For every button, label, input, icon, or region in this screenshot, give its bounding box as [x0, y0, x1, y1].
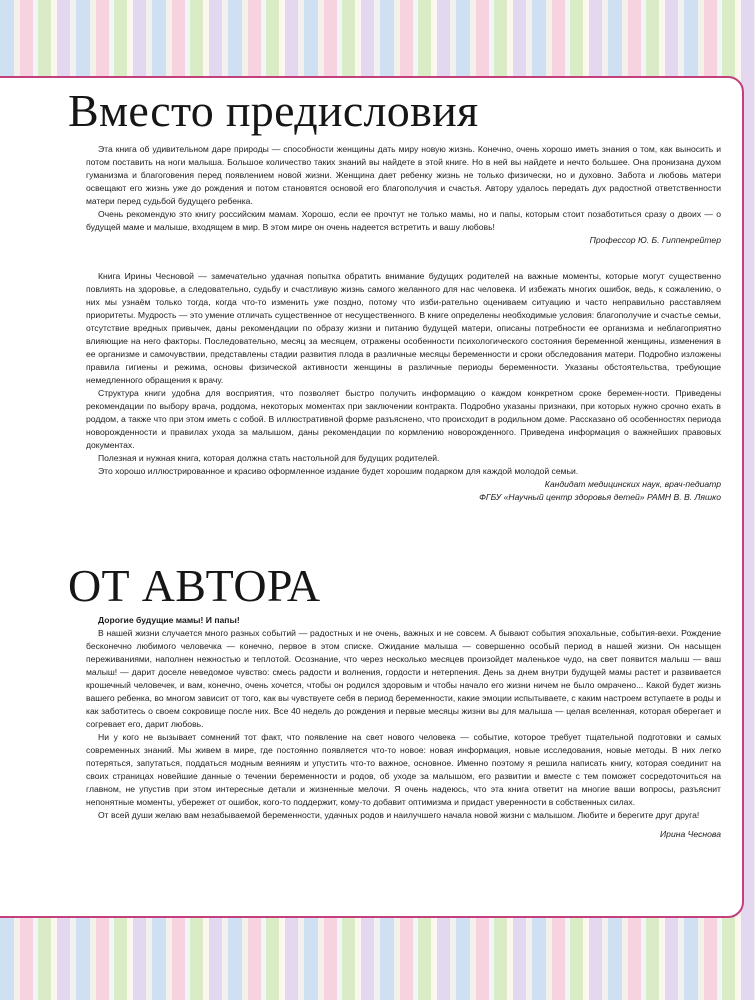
- paragraph: Книга Ирины Чесновой — замечательно удачная попытка обратить внимание будущих родителей на важные моменты, которые могут существенно повлиять на здоровье, а следовательно, судьбу и счастливую жизнь самого желанного для нас человека. И избежать многих ошибок, ведь, к сожалению, о них мы узнаём только тогда, когда что-то изменить уже поздно, потому что изби-рательно оцениваем ситуацию и часто неправильно расставляем приоритеты. Мудрость — это умение отличать существенное от несущественного. В книге определены необходимые условия: благополучие и счастье семьи, отсутствие вредных привычек, даны рекомендации по образу жизни и питанию будущей матери, описаны потребности ее организма и неблагоприятно влияющие на него факторы. Последовательно, месяц за месяцем, отражены особенности психологического состояния беременной женщины, изменения в ее организме и самочувствии, представлены стадии развития плода в различные месяцы беременности и сроки обследования матери. Подробно изложены правила гигиены и режима, основы физической активности женщины в различные периоды беременности. Указаны обстоятельства, требующие немедленного обращения к врачу.: [86, 271, 721, 385]
- author-title: ОТ АВТОРА: [68, 560, 321, 611]
- author-signature: Ирина Чеснова: [660, 829, 721, 839]
- paragraph: Структура книги удобна для восприятия, что позволяет быстро получить информацию о каждом конкретном сроке беремен-ности. Приведены рекомендации по выбору врача, роддома, некоторых моментах при заключении контракта. Подробно указаны признаки, при которых нужно срочно ехать в роддом, а также что при этом иметь с собой. В иллюстративной форме разъяснено, что происходит в родильном доме. Рассказано об особенностях периода новорожденности и правилах ухода за малышом, даны рекомендации по кормлению новорожденного. Приведена информация о важнейших правовых документах.: [86, 388, 721, 450]
- paragraph: Эта книга об удивительном даре природы — способности женщины дать миру новую жизнь. Конечно, очень хорошо иметь знания о том, как выносить и потом поставить на ноги малыша. Большое количество таких знаний вы найдете в этой книге. Но в ней вы найдете и нечто большее. Она пронизана духом гуманизма и благоговения перед появлением новой жизни. Женщина дает ребенку жизнь не только физически, но и духовно. Забота и любовь матери освещают его жизнь уже до рождения и потом становятся основой его благополучия и счастья. Автору удалось передать дух радостной ответственности матери перед судьбой будущего ребенка.: [86, 144, 721, 206]
- gippenreiter-review: [86, 143, 721, 247]
- gippenreiter-signature: Профессор Ю. Б. Гиппенрейтер: [589, 235, 721, 245]
- paragraph: Это хорошо иллюстрированное и красиво оформленное издание будет хорошим подарком для каждой молодой семьи.: [98, 466, 579, 476]
- paragraph: Полезная и нужная книга, которая должна стать настольной для будущих родителей.: [98, 453, 440, 463]
- lyashko-signature-line1: Кандидат медицинских наук, врач-педиатр: [544, 479, 721, 489]
- paragraph: В нашей жизни случается много разных событий — радостных и не очень, важных и не совсем. А бывают события эпохальные, события-вехи. Рождение бесконечно любимого человечка — конечно, первое в этом списке. Ожидание малыша — совершенно особый период в нашей жизни. Он насыщен переживаниями, наполнен нежностью и теплотой. Осознание, что через несколько месяцев произойдет маленькое чудо, на свет появится малыш — ваш малыш! — дарит доселе неведомое чувство: смесь радости и волнения, гордости и нетерпения. День за днем внутри будущей мамы растет и развивается крошечный человечек, и вам, конечно, очень хочется, чтобы он родился здоровым и чтобы начало его жизни ничем не было омрачено... Какой будет жизнь вашего ребенка, во многом зависит от того, как вы чувствуете себя в период беременности, какие эмоции испытываете, с каким настроем вступаете в роды и как заботитесь о своем сокровище после них. Все 40 недель до рождения и первые месяцы жизни вы для малыша — целая вселенная, которая оберегает и согревает его, дарит любовь.: [86, 628, 721, 729]
- foreword-title: Вместо предисловия: [68, 85, 479, 136]
- content-panel: [0, 76, 744, 918]
- paragraph: От всей души желаю вам незабываемой беременности, удачных родов и наилучшего начала новой жизни с малышом. Любите и берегите друг друга!: [98, 810, 700, 820]
- lyashko-review: [86, 270, 721, 504]
- paragraph: Ни у кого не вызывает сомнений тот факт, что появление на свет нового человека — событие, которое требует тщательной подготовки и самых современных знаний. Мы живем в мире, где постоянно появляется что-то новое: новая информация, новые исследования, новые методы. В них легко потеряться, запутаться, поддаться модным веяниям и упустить что-то важное, основное. Именно поэтому я решила написать книгу, которая соединит на своих страницах новейшие данные о течении беременности и родов, об уходе за малышом, его развитии и вместе с тем поможет сосредоточиться на главном, не упустив при этом интересные детали и жизненные мелочи. Я очень надеюсь, что эта книга ответит на многие ваши вопросы, разъяснит непонятные моменты, убережет от ошибок, кого-то поддержит, кому-то добавит оптимизма и придаст уверенности в собственных силах.: [86, 732, 721, 807]
- author-letter: [86, 614, 721, 841]
- paragraph: Очень рекомендую это книгу российским мамам. Хорошо, если ее прочтут не только мамы, но и папы, которым стоит позаботиться сразу о двоих — о будущей маме и малыше, входящем в мир. В этом мире он очень надеется встретить и вашу любовь!: [86, 209, 721, 232]
- lyashko-signature-line2: ФГБУ «Научный центр здоровья детей» РАМН В. В. Ляшко: [479, 492, 721, 502]
- author-greeting: Дорогие будущие мамы! И папы!: [98, 615, 240, 625]
